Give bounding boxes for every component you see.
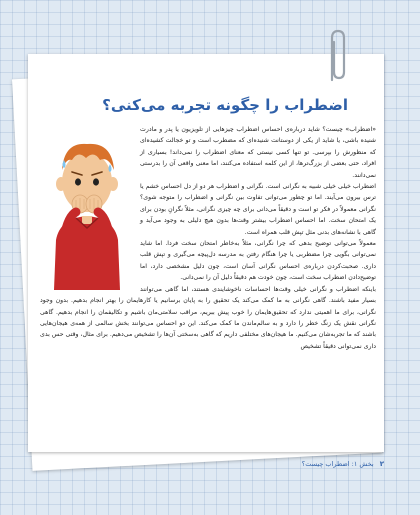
paragraph-4: باینکه اضطراب و نگرانی خیلی وقت‌ها احساسات ناخوشایندی هستند، اما گاهی می‌توانند بسیار مفید باشند. گاهی نگرانی به ما کمک می‌کند یک تحقیق را به پایان برسانیم یا کارهایمان را بهتر انجام بدهیم. بدون وجود نگرانی، برای ما اهمیتی ندارد که تحقیق‌هایمان را خوب پیش ببریم، مراقب سلامتی‌مان باشیم و تکالیفمان را انجام بدهیم. گاهی نگرانی نقش یک زنگ خطر را دارد و به سالم‌ماندن ما کمک می‌کند. این دو احساس می‌توانند بخش سالمی از همه‌ی هیجان‌هایی باشند که ما تجربه‌شان می‌کنیم. ما هیجان‌های مختلفی داریم که گاهی به‌سختی آن‌ها را تشخیص می‌دهیم. برای مثال، وقتی حس بدی داری نمی‌توانی دقیقاً تشخیص	[40, 285, 376, 350]
paragraph-2: اضطراب خیلی خیلی شبیه به نگرانی است. نگرانی و اضطراب هر دو از دل احساس خشم یا ترس بیرون می‌آیند. اما تو چطور می‌توانی تفاوت بین نگرانی و اضطراب را متوجه شوی؟ نگرانی معمولاً در فکر تو است و دقیقاً می‌دانی برای چه چیزی نگرانی، مثلاً نگرانِ بودن برای یک امتحان سخت. اما احساس اضطراب بیشتر وقت‌ها بدون هیچ دلیلی به وجود می‌آید و گاهی با نشانه‌های بدنی مثل تپش قلب همراه است.	[140, 183, 376, 236]
page-footer	[228, 460, 384, 468]
illustration-spacer	[40, 124, 132, 294]
article-text	[40, 124, 376, 352]
page-title: اضطراب را چگونه تجربه می‌کنی؟	[102, 96, 348, 114]
paragraph-1: «اضطراب» چیست؟ شاید درباره‌ی احساس اضطراب چیزهایی از تلویزیون یا پدر و مادرت شنیده باشی، یا شاید از یکی از دوستانت شنیده‌ای که مضطرب است و تو خجالت کشیده‌ای که منظورش را بپرسی. تو تنها کسی نیستی که معنای اضطراب را نمی‌داند! بسیاری از افراد، حتی بعضی از بزرگ‌ترها، از این کلمه استفاده می‌کنند، اما معنی واقعی آن را بدرستی نمی‌دانند.	[140, 126, 376, 179]
paperclip-icon	[322, 28, 354, 84]
paragraph-3: معمولاً می‌توانی توضیح بدهی که چرا نگرانی، مثلاً به‌خاطر امتحان سخت فردا. اما شاید نمی‌توانی بگویی چرا مضطربی یا چرا هنگام رفتن به مدرسه دل‌پیچه می‌گیری و تپش قلب داری. صحبت‌کردن درباره‌ی احساس نگرانی آسان است، چون دلیل مشخصی دارد، اما توضیح‌دادن اضطراب سخت است، چون خودت هم دقیقاً دلیل آن را نمی‌دانی.	[140, 240, 376, 282]
page-number: ۲	[379, 460, 384, 468]
section-label: بخش ۱: اضطراب چیست؟	[301, 460, 374, 468]
